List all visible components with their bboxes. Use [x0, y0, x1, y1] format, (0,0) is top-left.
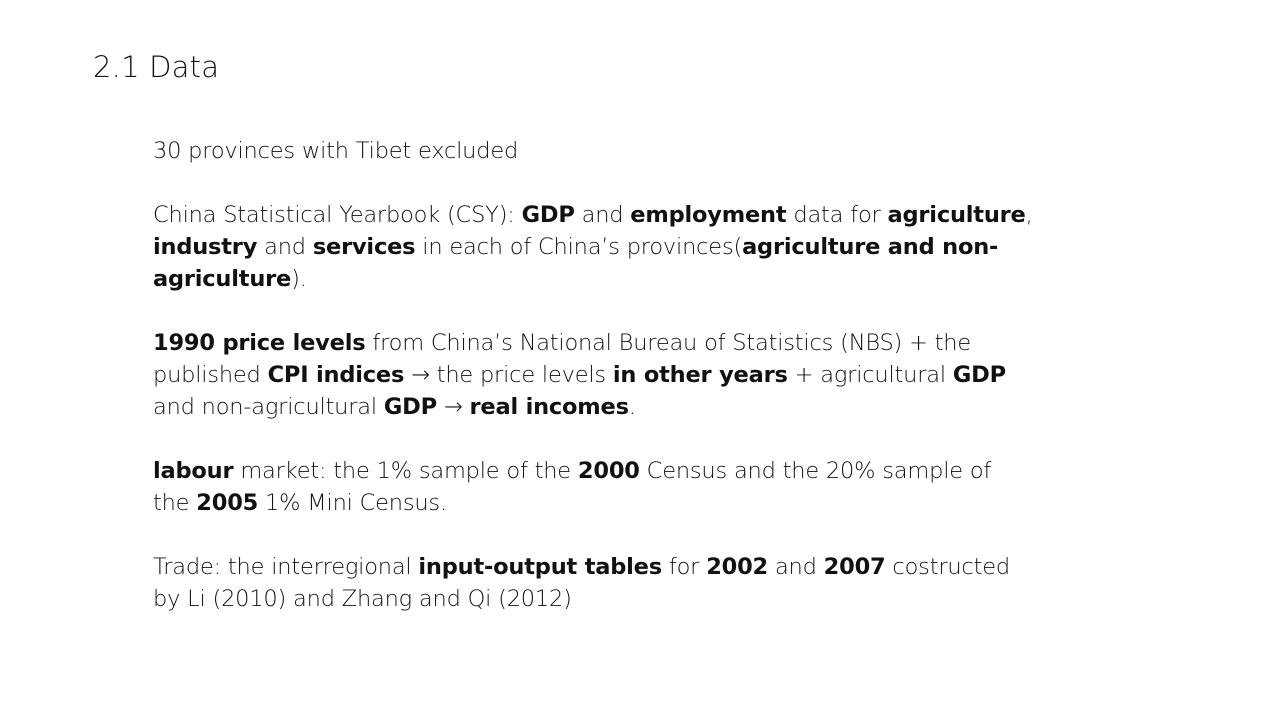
- text-run: Trade: the interregional: [153, 554, 419, 580]
- bold-text: GDP: [383, 394, 437, 420]
- text-run: data for: [786, 202, 888, 228]
- text-run: and: [574, 202, 631, 228]
- text-run: for: [661, 554, 707, 580]
- slide-body: [153, 135, 1033, 615]
- paragraph-scope: [153, 135, 1033, 167]
- text-run: and non-agricultural: [153, 394, 384, 420]
- text-run: and: [768, 554, 824, 580]
- text-run: 1% Mini Census.: [258, 490, 447, 516]
- bold-text: 2000: [577, 458, 640, 484]
- text-run: → the price levels: [404, 362, 613, 388]
- text-run: Census and the 20% sample of the: [153, 458, 992, 516]
- paragraph-labour-market: [153, 455, 1033, 519]
- text-run: ,: [1025, 202, 1033, 228]
- paragraph-csy: [153, 199, 1033, 295]
- text-run: costructed by Li (2010) and Zhang and Qi (2012): [153, 554, 1010, 612]
- text-run: from China’s National Bureau of Statistics (NBS) + the published: [153, 330, 972, 388]
- text-run: market: the 1% sample of the: [233, 458, 578, 484]
- bold-text: agriculture and non-agriculture: [153, 234, 999, 292]
- bold-text: industry: [153, 234, 258, 260]
- text-run: 30 provinces with Tibet excluded: [153, 138, 519, 164]
- bold-text: 1990 price levels: [153, 330, 366, 356]
- text-run: →: [436, 394, 470, 420]
- text-run: and: [257, 234, 313, 260]
- bold-text: 2007: [823, 554, 886, 580]
- paragraph-price-levels: [153, 327, 1033, 423]
- text-run: China Statistical Yearbook (CSY):: [153, 202, 522, 228]
- bold-text: GDP: [521, 202, 575, 228]
- bold-text: in other years: [612, 362, 788, 388]
- text-run: + agricultural: [787, 362, 953, 388]
- bold-text: employment: [630, 202, 787, 228]
- slide-title: 2.1 Data: [93, 50, 220, 84]
- bold-text: agriculture: [887, 202, 1026, 228]
- paragraph-trade: [153, 551, 1033, 615]
- text-run: ).: [291, 266, 307, 292]
- bold-text: CPI indices: [267, 362, 405, 388]
- bold-text: services: [312, 234, 416, 260]
- bold-text: labour: [153, 458, 234, 484]
- bold-text: 2002: [706, 554, 769, 580]
- bold-text: input-output tables: [418, 554, 662, 580]
- bold-text: real incomes: [469, 394, 629, 420]
- bold-text: GDP: [952, 362, 1006, 388]
- bold-text: 2005: [196, 490, 259, 516]
- text-run: .: [628, 394, 636, 420]
- text-run: in each of China’s provinces(: [415, 234, 743, 260]
